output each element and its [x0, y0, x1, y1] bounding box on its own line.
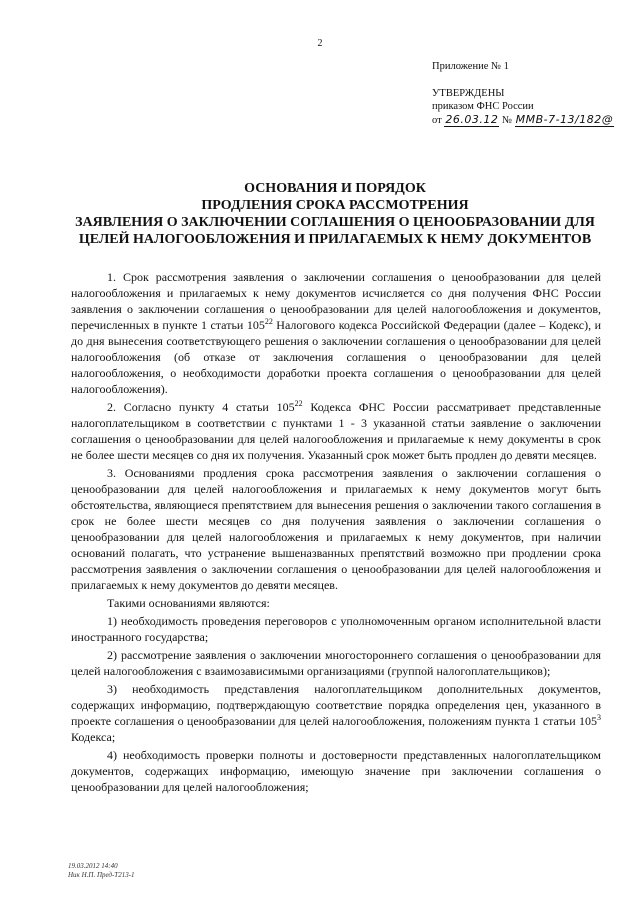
document-body: [71, 269, 601, 797]
paragraph-1: 1. Срок рассмотрения заявления о заключении соглашения о ценообразовании для целей налогообложения и прилагаемых к нему документов исчисляется со дня получения ФНС России заявления о заключении соглашения о ценообразовании для целей налогообложения и документов, перечисленных в пункте 1 статьи $105^{22}$ Налогового кодекса Российской Федерации (далее – Кодекс), и до дня вынесения соответствующего решения о заключении соглашения о ценообразовании для целей налогообложения (об отказе от заключения соглашения о ценообразовании для целей налогообложения, о необходимости доработки проекта соглашения о ценообразовании для целей налогообложения).: [71, 270, 601, 396]
order-label: приказом ФНС России: [432, 101, 534, 112]
attachment-label: Приложение № 1: [432, 61, 509, 72]
approved-label: УТВЕРЖДЕНЫ: [432, 88, 505, 99]
number-label: №: [501, 115, 512, 126]
title-line: ЦЕЛЕЙ НАЛОГООБЛОЖЕНИЯ И ПРИЛАГАЕМЫХ К НЕМУ ДОКУМЕНТОВ: [78, 232, 592, 247]
paragraph-grounds-intro: Такими основаниями являются:: [107, 596, 270, 610]
from-label: от: [432, 115, 442, 126]
footer-author: Ник Н.П. Пред-Т213-1: [68, 871, 135, 879]
page-number: 2: [317, 38, 323, 49]
approval-block: [432, 60, 614, 127]
title-line: ОСНОВАНИЯ И ПОРЯДОК: [244, 181, 426, 196]
paragraph-3: 3. Основаниями продления срока рассмотрения заявления о заключении соглашения о ценообразовании для целей налогообложения и прилагаемых к нему документов могут быть обстоятельства, являющиеся препятствием для вынесения решения о заключении такого соглашения в срок не более шести месяцев со дня получения заявления о заключении соглашения о ценообразовании для целей налогообложения и прилагаемых к нему документов, при наличии оснований полагать, что устранение вышеназванных препятствий возможно при продлении срока рассмотрения заявления о заключении соглашения о ценообразовании для целей налогообложения и прилагаемых к нему документов до девяти месяцев.: [71, 466, 601, 592]
order-date-number: [432, 113, 614, 127]
list-item-1: 1) необходимость проведения переговоров с уполномоченным органом исполнительной власти иностранного государства;: [71, 614, 601, 644]
footer-timestamp: 19.03.2012 14:40: [68, 862, 118, 870]
title-line: ПРОДЛЕНИЯ СРОКА РАССМОТРЕНИЯ: [201, 198, 469, 213]
handwritten-number: ММВ-7-13/182@: [515, 113, 614, 126]
document-title: [40, 180, 630, 248]
list-item-3: 3) необходимость представления налогоплательщиком дополнительных документов, содержащих информацию, подтверждающую соответствие порядка определения цен, указанного в проекте соглашения о ценообразовании для целей налогообложения, положениям пункта 1 статьи $105^3$ Кодекса;: [71, 682, 601, 744]
handwritten-date: 26.03.12: [445, 113, 499, 126]
title-line: ЗАЯВЛЕНИЯ О ЗАКЛЮЧЕНИИ СОГЛАШЕНИЯ О ЦЕНООБРАЗОВАНИИ ДЛЯ: [75, 215, 595, 230]
print-footer: [68, 862, 135, 880]
list-item-4: 4) необходимость проверки полноты и достоверности представленных налогоплательщиком документов, содержащих информацию, имеющую значение при заключении соглашения о ценообразовании для целей налогообложения;: [71, 748, 601, 794]
list-item-2: 2) рассмотрение заявления о заключении многостороннего соглашения о ценообразовании для целей налогообложения с взаимозависимыми организациями (группой налогоплательщиков);: [71, 648, 601, 678]
paragraph-2: 2. Согласно пункту 4 статьи $105^{22}$ Кодекса ФНС России рассматривает представленные налогоплательщиком в соответствии с пунктами 1 - 3 указанной статьи заявление о заключении соглашения о ценообразовании для целей налогообложения и прилагаемые к нему документы в срок не более шести месяцев со дня их получения. Указанный срок может быть продлен до девяти месяцев.: [71, 399, 601, 462]
